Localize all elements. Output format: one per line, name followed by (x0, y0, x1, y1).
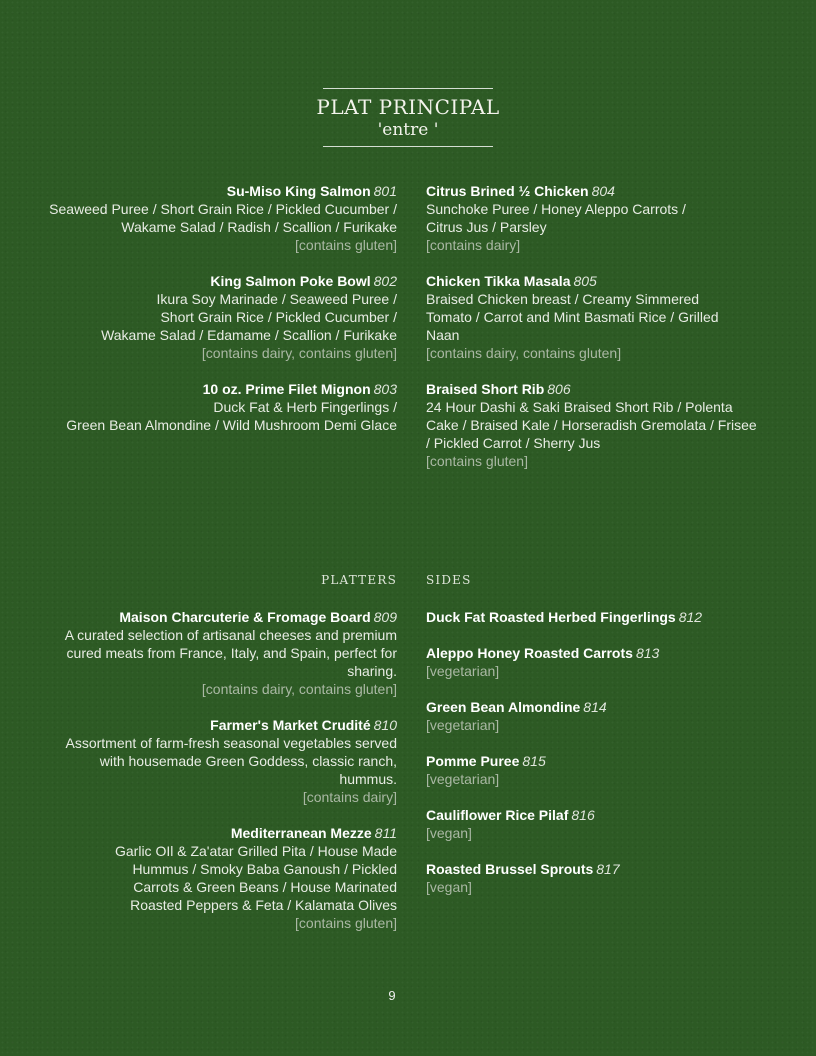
menu-item-name: Roasted Brussel Sprouts (426, 861, 594, 877)
menu-item-title (426, 380, 776, 398)
menu-item-description-line: Tomato / Carrot and Mint Basmati Rice / Grilled (426, 309, 719, 325)
menu-item-title (20, 380, 397, 398)
menu-item-description-line: Wakame Salad / Radish / Scallion / Furikake (121, 219, 397, 235)
menu-item (426, 608, 776, 626)
menu-item-number: 811 (374, 825, 397, 841)
menu-item-title (426, 644, 776, 662)
menu-item-description-line: Ikura Soy Marinade / Seaweed Puree / (156, 291, 397, 307)
menu-item-name: Farmer's Market Crudité (210, 717, 371, 733)
platters-label: PLATTERS (321, 573, 397, 587)
menu-item-title (426, 608, 776, 626)
menu-item-name: Aleppo Honey Roasted Carrots (426, 645, 633, 661)
entrees-left-column (20, 182, 397, 452)
menu-item-title (426, 752, 776, 770)
menu-item (426, 698, 776, 734)
menu-item-title (426, 272, 776, 290)
menu-item-name: 10 oz. Prime Filet Mignon (202, 381, 371, 397)
menu-item-name: King Salmon Poke Bowl (210, 273, 371, 289)
menu-item-description-line: hummus. (339, 771, 397, 787)
menu-item (426, 752, 776, 788)
menu-item (426, 806, 776, 842)
menu-item-dietary-note: [contains dairy, contains gluten] (426, 345, 622, 361)
menu-item-description-line: Duck Fat & Herb Fingerlings / (213, 399, 397, 415)
menu-item (426, 860, 776, 896)
menu-item-description-line: Braised Chicken breast / Creamy Simmered (426, 291, 700, 307)
menu-item-description-line: 24 Hour Dashi & Saki Braised Short Rib / Polenta (426, 399, 733, 415)
menu-item-dietary-note: [vegetarian] (426, 771, 500, 787)
menu-item-title (426, 860, 776, 878)
menu-header (0, 88, 816, 147)
menu-item-description-line: Wakame Salad / Edamame / Scallion / Furikake (101, 327, 397, 343)
menu-item-number: 817 (596, 861, 620, 877)
menu-item-name: Braised Short Rib (426, 381, 545, 397)
page-number: 9 (388, 988, 396, 1003)
sides-label: SIDES (426, 573, 472, 587)
menu-item (426, 380, 776, 470)
menu-item-dietary-note: [vegan] (426, 825, 472, 841)
menu-item-description-line: Naan (426, 327, 460, 343)
menu-item-dietary-note: [contains dairy, contains gluten] (201, 345, 397, 361)
menu-item-number: 801 (373, 183, 397, 199)
menu-item-description-line: Garlic OIl & Za'atar Grilled Pita / House Made (115, 843, 397, 859)
menu-item-dietary-note: [vegan] (426, 879, 472, 895)
menu-item-name: Su-Miso King Salmon (226, 183, 371, 199)
menu-item-name: Maison Charcuterie & Fromage Board (119, 609, 371, 625)
menu-item-number: 815 (522, 753, 546, 769)
menu-item-description-line: Cake / Braised Kale / Horseradish Gremolata / Frisee (426, 417, 757, 433)
menu-item-dietary-note: [contains gluten] (426, 453, 528, 469)
menu-item-number: 814 (583, 699, 607, 715)
menu-item-number: 803 (373, 381, 397, 397)
menu-item-dietary-note: [contains gluten] (295, 915, 397, 931)
menu-item-number: 804 (591, 183, 615, 199)
menu-item-number: 816 (571, 807, 595, 823)
menu-item-number: 813 (635, 645, 660, 661)
menu-item-name: Chicken Tikka Masala (426, 273, 571, 289)
entrees-right-column (426, 182, 776, 488)
menu-item-name: Green Bean Almondine (426, 699, 581, 715)
menu-item-description-line: with housemade Green Goddess, classic ranch, (99, 753, 397, 769)
section-title: PLAT PRINCIPAL (316, 95, 500, 119)
menu-item-dietary-note: [contains dairy] (302, 789, 397, 805)
menu-item-description-line: Hummus / Smoky Baba Ganoush / Pickled (132, 861, 397, 877)
menu-item (20, 716, 397, 806)
menu-item-description-line: Seaweed Puree / Short Grain Rice / Pickled Cucumber / (49, 201, 397, 217)
menu-item-description-line: A curated selection of artisanal cheeses and premium (64, 627, 397, 643)
menu-item (426, 644, 776, 680)
menu-item-title (426, 698, 776, 716)
sides-list (426, 608, 776, 896)
menu-item (20, 608, 397, 698)
menu-item (20, 380, 397, 434)
menu-item-description-line: / Pickled Carrot / Sherry Jus (426, 435, 601, 451)
menu-item (20, 824, 397, 932)
menu-item-description-line: Sunchoke Puree / Honey Aleppo Carrots / (426, 201, 686, 217)
menu-item-dietary-note: [vegetarian] (426, 663, 500, 679)
menu-item-number: 810 (373, 717, 397, 733)
menu-item-dietary-note: [vegetarian] (426, 717, 500, 733)
menu-item-name: Mediterranean Mezze (230, 825, 372, 841)
menu-item-number: 806 (547, 381, 571, 397)
menu-item-title (20, 716, 397, 734)
menu-item-description-line: Green Bean Almondine / Wild Mushroom Demi Glace (66, 417, 397, 433)
menu-item-description-line: Roasted Peppers & Feta / Kalamata Olives (130, 897, 397, 913)
menu-item-description-line: Short Grain Rice / Pickled Cucumber / (160, 309, 397, 325)
menu-item (426, 272, 776, 362)
menu-item-description-line: cured meats from France, Italy, and Spain, perfect for (66, 645, 397, 661)
platters-list (20, 608, 397, 932)
menu-item-name: Cauliflower Rice Pilaf (426, 807, 569, 823)
menu-item-description-line: sharing. (347, 663, 397, 679)
menu-item-name: Duck Fat Roasted Herbed Fingerlings (426, 609, 676, 625)
menu-item-number: 809 (373, 609, 397, 625)
menu-item-title (20, 272, 397, 290)
menu-item-dietary-note: [contains dairy, contains gluten] (201, 681, 397, 697)
header-top-rule (323, 88, 493, 89)
menu-item-number: 812 (678, 609, 703, 625)
menu-item-dietary-note: [contains gluten] (295, 237, 397, 253)
menu-item (426, 182, 776, 254)
menu-item-number: 802 (373, 273, 397, 289)
menu-item-description-line: Citrus Jus / Parsley (426, 219, 547, 235)
menu-item (20, 182, 397, 254)
menu-item-name: Citrus Brined ½ Chicken (426, 183, 589, 199)
menu-item-number: 805 (573, 273, 597, 289)
menu-item-dietary-note: [contains dairy] (426, 237, 521, 253)
menu-item-description-line: Assortment of farm-fresh seasonal vegetables served (65, 735, 397, 751)
menu-item (20, 272, 397, 362)
header-bottom-rule (323, 146, 493, 147)
platters-column (20, 572, 397, 950)
menu-item-name: Pomme Puree (426, 753, 520, 769)
menu-item-title (426, 806, 776, 824)
menu-item-title (20, 824, 397, 842)
menu-item-title (20, 608, 397, 626)
sides-column (426, 572, 776, 914)
section-subtitle: 'entre ' (377, 120, 439, 140)
menu-item-title (20, 182, 397, 200)
menu-item-title (426, 182, 776, 200)
menu-item-description-line: Carrots & Green Beans / House Marinated (133, 879, 397, 895)
